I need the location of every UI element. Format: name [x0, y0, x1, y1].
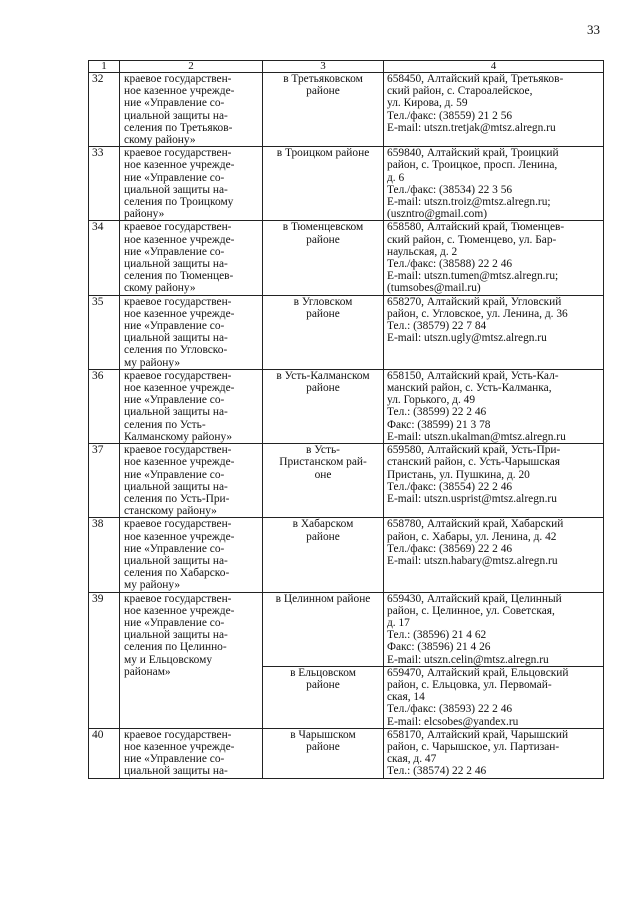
- text-line: краевое государствен-: [124, 369, 232, 382]
- text-line: селения по Третьяков-: [124, 121, 233, 134]
- text-line: краевое государствен-: [124, 592, 232, 605]
- table-row: [89, 518, 604, 592]
- text-line: ская, 14: [387, 691, 425, 704]
- text-line: 658780, Алтайский край, Хабарский: [387, 518, 564, 531]
- text-line: E-mail: utszn.ukalman@mtsz.alregn.ru: [387, 430, 566, 443]
- text-line: в Хабарском: [292, 518, 354, 531]
- text-line: ное казенное учрежде-: [124, 530, 235, 543]
- text-line: Пристанском рай-: [279, 456, 367, 469]
- text-line: циальной защиты на-: [124, 406, 228, 419]
- text-line: станский район, с. Усть-Чарышская: [387, 456, 561, 469]
- text-line: в Третьяковском: [283, 73, 363, 85]
- text-line: краевое государствен-: [124, 147, 232, 160]
- text-line: Тел./факс: (38593) 22 2 46: [387, 703, 513, 716]
- text-line: E-mail: utszn.troiz@mtsz.alregn.ru;: [387, 196, 551, 209]
- header-row: [89, 61, 604, 73]
- text-line: в Троицком районе: [276, 147, 370, 160]
- text-line: в Чарышском: [290, 728, 356, 741]
- text-line: ное казенное учрежде-: [124, 456, 235, 469]
- text-line: 658450, Алтайский край, Третьяков-: [387, 73, 564, 85]
- text-line: район, с. Угловское, ул. Ленина, д. 36: [387, 307, 568, 320]
- text-line: наульская, д. 2: [387, 245, 458, 258]
- address-cell: [384, 666, 604, 728]
- text-line: ние «Управление со-: [124, 616, 225, 629]
- text-line: (tumsobes@mail.ru): [387, 282, 481, 295]
- text-line: 659580, Алтайский край, Усть-При-: [387, 444, 561, 457]
- text-line: ние «Управление со-: [124, 97, 225, 110]
- text-line: скому району»: [124, 134, 196, 147]
- organization-cell: [120, 369, 263, 443]
- organization-cell: [120, 147, 263, 221]
- text-line: ное казенное учрежде-: [124, 604, 235, 617]
- organization-cell: [120, 295, 263, 369]
- text-line: ул. Горького, д. 49: [387, 394, 476, 407]
- row-number: 34: [89, 221, 120, 295]
- text-line: ние «Управление со-: [124, 542, 225, 555]
- address-cell: [384, 221, 604, 295]
- text-line: станскому району»: [124, 505, 217, 518]
- text-line: район, с. Троицкое, просп. Ленина,: [387, 159, 558, 172]
- text-line: Тел./факс: (38588) 22 2 46: [387, 258, 513, 271]
- text-line: 658170, Алтайский край, Чарышский: [387, 728, 569, 741]
- text-line: E-mail: utszn.tumen@mtsz.alregn.ru;: [387, 270, 559, 283]
- text-line: циальной защиты на-: [124, 629, 228, 642]
- address-cell: [384, 518, 604, 592]
- text-line: E-mail: utszn.celin@mtsz.alregn.ru: [387, 653, 549, 666]
- text-line: краевое государствен-: [124, 73, 232, 85]
- organization-cell: [120, 221, 263, 295]
- organization-cell: [120, 73, 263, 147]
- text-line: краевое государствен-: [124, 518, 232, 531]
- text-line: краевое государствен-: [124, 221, 232, 234]
- district-cell: [263, 73, 384, 147]
- table-row: [89, 295, 604, 369]
- text-line: циальной защиты на-: [124, 258, 228, 271]
- text-line: ное казенное учрежде-: [124, 233, 235, 246]
- text-line: краевое государствен-: [124, 444, 232, 457]
- text-line: ние «Управление со-: [124, 394, 225, 407]
- text-line: ное казенное учрежде-: [124, 85, 235, 98]
- text-line: Тел./факс: (38559) 21 2 56: [387, 109, 513, 122]
- district-cell: [263, 518, 384, 592]
- col-header-2: 2: [120, 61, 263, 73]
- text-line: селения по Целинно-: [124, 641, 227, 654]
- table-row: [89, 369, 604, 443]
- text-line: 658150, Алтайский край, Усть-Кал-: [387, 369, 559, 382]
- text-line: му и Ельцовскому: [124, 653, 213, 666]
- district-cell: [263, 147, 384, 221]
- table-row: [89, 444, 604, 518]
- text-line: ное казенное учрежде-: [124, 307, 235, 320]
- text-line: 658580, Алтайский край, Тюменцев-: [387, 221, 565, 234]
- text-line: селения по Усть-: [124, 418, 206, 431]
- text-line: селения по Тюменцев-: [124, 270, 234, 283]
- text-line: районе: [306, 740, 340, 753]
- text-line: ние «Управление со-: [124, 753, 225, 766]
- address-cell: [384, 592, 604, 666]
- organization-cell: [120, 592, 263, 728]
- text-line: Факс: (38599) 21 3 78: [387, 418, 491, 431]
- text-line: ский район, с. Тюменцево, ул. Бар-: [387, 233, 557, 246]
- district-cell: [263, 221, 384, 295]
- table-row: [89, 221, 604, 295]
- text-line: E-mail: elcsobes@yandex.ru: [387, 715, 519, 728]
- text-line: оне: [314, 468, 332, 481]
- text-line: циальной защиты на-: [124, 765, 228, 778]
- text-line: краевое государствен-: [124, 295, 232, 308]
- text-line: районе: [306, 382, 340, 395]
- row-number: 36: [89, 369, 120, 443]
- text-line: (uszntro@gmail.com): [387, 208, 488, 221]
- row-number: 39: [89, 592, 120, 728]
- text-line: Пристань, ул. Пушкина, д. 20: [387, 468, 530, 481]
- col-header-3: 3: [263, 61, 384, 73]
- text-line: манский район, с. Усть-Калманка,: [387, 382, 552, 395]
- address-cell: [384, 73, 604, 147]
- text-line: 659430, Алтайский край, Целинный: [387, 592, 562, 605]
- col-header-1: 1: [89, 61, 120, 73]
- row-number: 33: [89, 147, 120, 221]
- organization-cell: [120, 518, 263, 592]
- text-line: Тел.: (38596) 21 4 62: [387, 629, 487, 642]
- table-row: [89, 73, 604, 147]
- text-line: краевое государствен-: [124, 728, 232, 741]
- organization-cell: [120, 728, 263, 778]
- text-line: в Целинном районе: [275, 592, 371, 605]
- text-line: циальной защиты на-: [124, 480, 228, 493]
- row-number: 35: [89, 295, 120, 369]
- text-line: E-mail: utszn.habary@mtsz.alregn.ru: [387, 554, 558, 567]
- text-line: Тел./факс: (38569) 22 2 46: [387, 542, 513, 555]
- text-line: районам»: [124, 665, 171, 678]
- row-number: 38: [89, 518, 120, 592]
- text-line: в Усть-Калманском: [276, 369, 370, 382]
- district-cell: [263, 369, 384, 443]
- text-line: район, с. Целинное, ул. Советская,: [387, 604, 555, 617]
- text-line: 659840, Алтайский край, Троицкий: [387, 147, 559, 160]
- page-number: 33: [587, 22, 600, 37]
- text-line: Факс: (38596) 21 4 26: [387, 641, 491, 654]
- text-line: районе: [306, 530, 340, 543]
- text-line: районе: [306, 678, 340, 691]
- text-line: Калманскому району»: [124, 430, 233, 443]
- text-line: ние «Управление со-: [124, 320, 225, 333]
- text-line: Тел./факс: (38554) 22 2 46: [387, 480, 513, 493]
- row-number: 32: [89, 73, 120, 147]
- col-header-4: 4: [384, 61, 604, 73]
- text-line: д. 6: [387, 171, 405, 184]
- text-line: району»: [124, 208, 165, 221]
- organization-cell: [120, 444, 263, 518]
- text-line: район, с. Хабары, ул. Ленина, д. 42: [387, 530, 557, 543]
- address-cell: [384, 369, 604, 443]
- table-row: [89, 728, 604, 778]
- text-line: скому району»: [124, 282, 196, 295]
- text-line: в Тюменцевском: [282, 221, 364, 234]
- address-cell: [384, 295, 604, 369]
- text-line: Тел.: (38579) 22 7 84: [387, 320, 487, 333]
- text-line: районе: [306, 233, 340, 246]
- table-body: [89, 73, 604, 779]
- text-line: селения по Хабарско-: [124, 567, 230, 580]
- text-line: в Усть-: [306, 444, 340, 457]
- row-number: 40: [89, 728, 120, 778]
- text-line: ская, д. 47: [387, 753, 437, 766]
- text-line: селения по Угловско-: [124, 344, 228, 357]
- row-number: 37: [89, 444, 120, 518]
- text-line: циальной защиты на-: [124, 332, 228, 345]
- text-line: ский район, с. Староалейское,: [387, 85, 533, 98]
- text-line: Тел./факс: (38534) 22 3 56: [387, 183, 513, 196]
- text-line: в Угловском: [293, 295, 353, 308]
- district-cell: [263, 592, 384, 666]
- text-line: E-mail: utszn.usprist@mtsz.alregn.ru: [387, 492, 557, 505]
- text-line: селения по Троицкому: [124, 196, 234, 209]
- text-line: му району»: [124, 356, 181, 369]
- text-line: ное казенное учрежде-: [124, 159, 235, 172]
- district-cell: [263, 444, 384, 518]
- text-line: ное казенное учрежде-: [124, 382, 235, 395]
- text-line: ние «Управление со-: [124, 171, 225, 184]
- text-line: E-mail: utszn.tretjak@mtsz.alregn.ru: [387, 121, 556, 134]
- text-line: районе: [306, 307, 340, 320]
- district-cell: [263, 666, 384, 728]
- text-line: районе: [306, 85, 340, 98]
- text-line: район, с. Ельцовка, ул. Первомай-: [387, 678, 552, 691]
- text-line: ние «Управление со-: [124, 468, 225, 481]
- text-line: д. 17: [387, 616, 410, 629]
- district-cell: [263, 295, 384, 369]
- address-cell: [384, 444, 604, 518]
- text-line: му району»: [124, 579, 181, 592]
- table-row: [89, 147, 604, 221]
- text-line: циальной защиты на-: [124, 554, 228, 567]
- text-line: 659470, Алтайский край, Ельцовский: [387, 666, 569, 679]
- text-line: 658270, Алтайский край, Угловский: [387, 295, 562, 308]
- agencies-table: [88, 60, 604, 779]
- table-row: [89, 592, 604, 666]
- address-cell: [384, 147, 604, 221]
- text-line: Тел.: (38574) 22 2 46: [387, 765, 487, 778]
- district-cell: [263, 728, 384, 778]
- text-line: селения по Усть-При-: [124, 492, 230, 505]
- text-line: ние «Управление со-: [124, 245, 225, 258]
- address-cell: [384, 728, 604, 778]
- text-line: E-mail: utszn.ugly@mtsz.alregn.ru: [387, 332, 547, 345]
- text-line: циальной защиты на-: [124, 109, 228, 122]
- text-line: район, с. Чарышское, ул. Партизан-: [387, 740, 560, 753]
- text-line: ул. Кирова, д. 59: [387, 97, 468, 110]
- text-line: Тел.: (38599) 22 2 46: [387, 406, 487, 419]
- text-line: циальной защиты на-: [124, 183, 228, 196]
- text-line: ное казенное учрежде-: [124, 740, 235, 753]
- text-line: в Ельцовском: [290, 666, 356, 679]
